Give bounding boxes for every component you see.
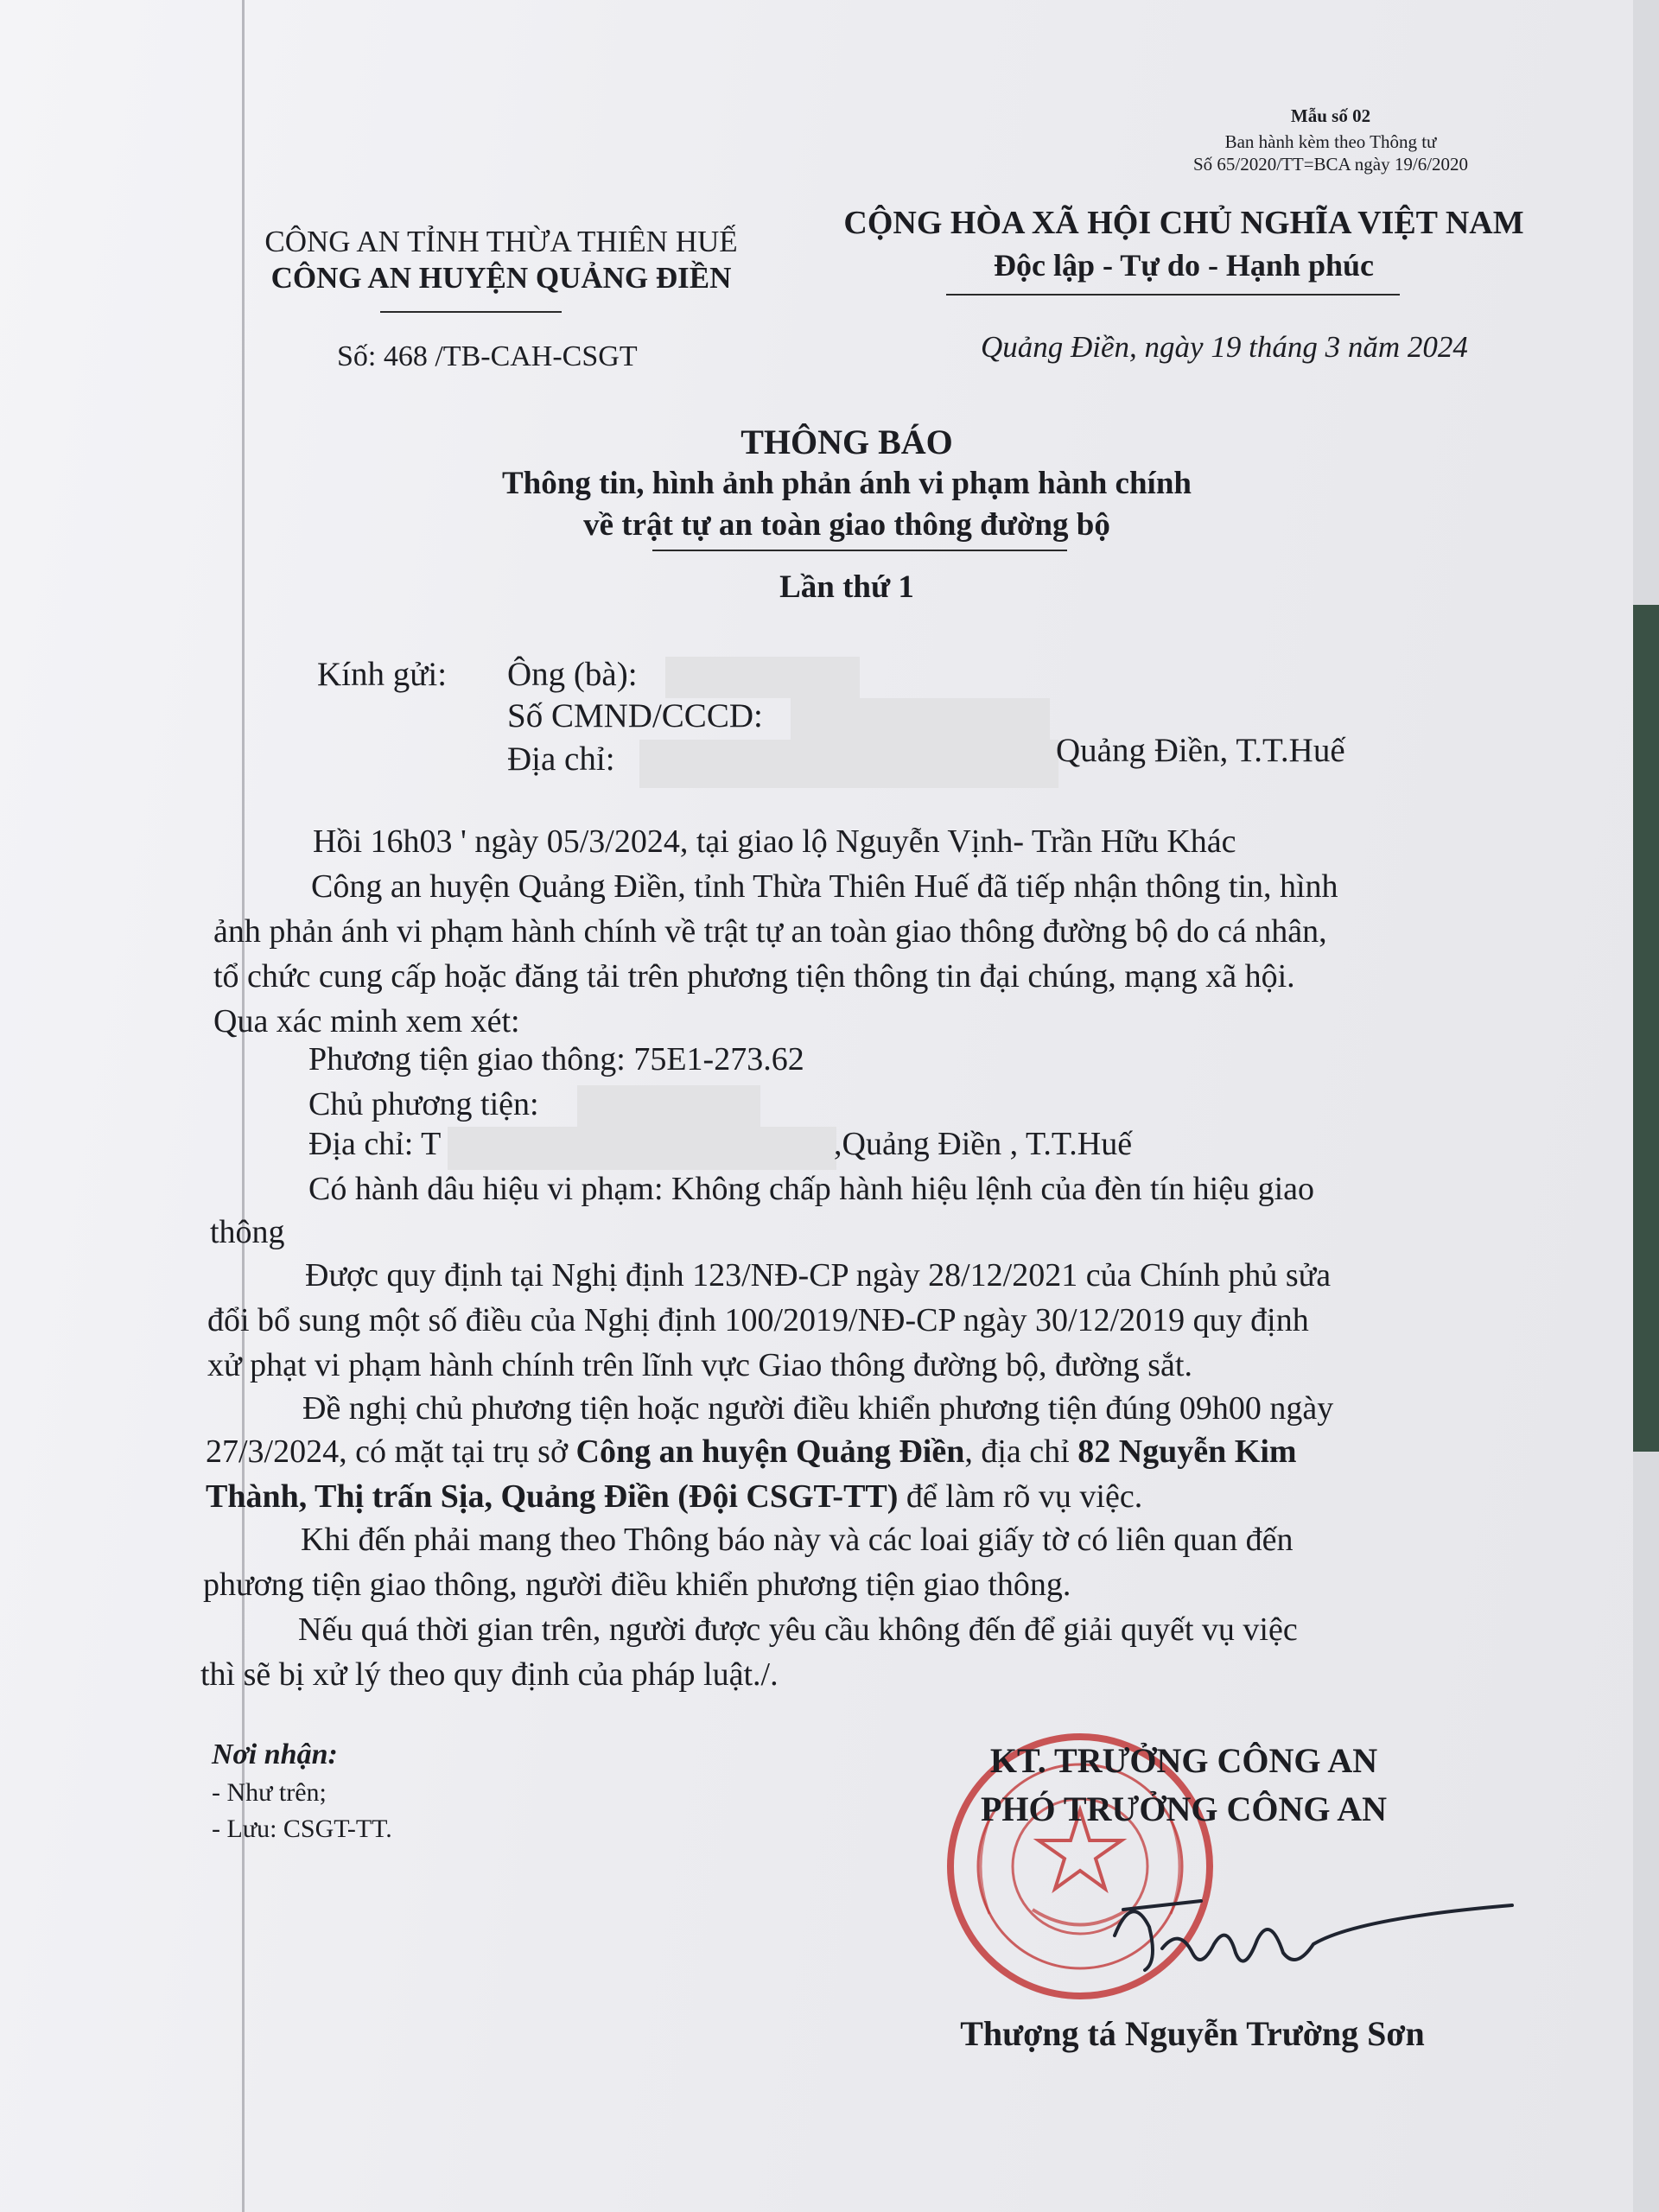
document-title: THÔNG BÁO [741,423,953,461]
redacted-id [791,698,1050,740]
redacted-address [639,740,1058,788]
recipients-list-label: Nơi nhận: [212,1738,338,1770]
nation-name: CỘNG HÒA XÃ HỘI CHỦ NGHĨA VIỆT NAM [843,205,1524,241]
agency-province: CÔNG AN TỈNH THỪA THIÊN HUẾ [264,225,738,258]
document-number: Số: 468 /TB-CAH-CSGT [337,340,638,372]
paragraph-2-line-3: xử phạt vi phạm hành chính trên lĩnh vực Giao thông đường bộ, đường sắt. [207,1347,1192,1383]
recipient-label: Kính gửi: [317,656,448,693]
incident-line: Hồi 16h03 ' ngày 05/3/2024, tại giao lộ Nguyễn Vịnh- Trần Hữu Khác [313,823,1236,860]
redacted-owner [577,1085,760,1127]
handwritten-signature [1097,1875,1529,1996]
p3-text-d: 82 Nguyễn Kim [1077,1433,1297,1470]
paragraph-3-line-1: Đề nghị chủ phương tiện hoặc người điều khiển phương tiện đúng 09h00 ngày [302,1390,1334,1427]
paragraph-3-line-3 [206,1474,1142,1519]
p3-text-b: Công an huyện Quảng Điền [575,1433,965,1470]
motto-underline [946,294,1400,296]
paragraph-1-line-1: Công an huyện Quảng Điền, tỉnh Thừa Thiên Huế đã tiếp nhận thông tin, hình [311,868,1338,905]
paragraph-1-line-3: tổ chức cung cấp hoặc đăng tải trên phương tiện thông tin đại chúng, mạng xã hội. [213,958,1295,995]
p3-text-c: , địa chỉ [964,1433,1078,1470]
paragraph-4-line-1: Khi đến phải mang theo Thông báo này và các loai giấy tờ có liên quan đến [301,1522,1294,1558]
paragraph-5-line-1: Nếu quá thời gian trên, người được yêu cầu không đến để giải quyết vụ việc [298,1611,1298,1648]
form-issued-with: Ban hành kèm theo Thông tư [1224,131,1437,152]
agency-underline [380,311,562,313]
place-and-date: Quảng Điền, ngày 19 tháng 3 năm 2024 [981,330,1468,364]
recipient-name-label: Ông (bà): [507,656,638,693]
paragraph-3-line-2 [206,1429,1297,1474]
background-edge [1633,605,1659,1452]
p3-text-e: Thành, Thị trấn Sịa, Quảng Điền (Đội CSGT-TT) [206,1478,899,1515]
recipients-item-1: - Như trên; [212,1778,327,1807]
signatory-title-2: PHÓ TRƯỞNG CÔNG AN [980,1789,1388,1828]
p3-text-a: 27/3/2024, có mặt tại trụ sở [206,1433,576,1470]
form-circular-ref: Số 65/2020/TT=BCA ngày 19/6/2020 [1192,154,1469,175]
redacted-name [665,657,860,698]
vehicle-plate: Phương tiện giao thông: 75E1-273.62 [308,1041,804,1077]
nation-motto: Độc lập - Tự do - Hạnh phúc [993,248,1375,283]
form-number: Mẫu số 02 [1290,105,1371,126]
document-subtitle-2: về trật tự an toàn giao thông đường bộ [583,507,1110,543]
recipient-address-visible: Quảng Điền, T.T.Huế [1056,732,1345,769]
recipients-item-2: - Lưu: CSGT-TT. [212,1815,392,1843]
recipient-address-label: Địa chỉ: [507,741,615,778]
document-subtitle-1: Thông tin, hình ảnh phản ánh vi phạm hành chính [502,466,1192,501]
recipient-id-label: Số CMND/CCCD: [507,697,763,734]
paragraph-1-line-2: ảnh phản ánh vi phạm hành chính về trật tự an toàn giao thông đường bộ do cá nhân, [213,913,1327,950]
paragraph-1-line-4: Qua xác minh xem xét: [213,1003,520,1039]
owner-address-label: Địa chỉ: T [308,1126,442,1162]
paragraph-2-line-2: đổi bổ sung một số điều của Nghị định 100/2019/NĐ-CP ngày 30/12/2019 quy định [207,1302,1309,1338]
signatory-title-1: KT. TRƯỞNG CÔNG AN [989,1741,1378,1780]
p3-text-f: để làm rõ vụ việc. [898,1478,1143,1515]
paragraph-5-line-2: thì sẽ bị xử lý theo quy định của pháp luật./. [200,1656,779,1693]
violation-line-2: thông [210,1214,285,1250]
violation-line-1: Có hành dâu hiệu vi phạm: Không chấp hành hiệu lệnh của đèn tín hiệu giao [308,1171,1314,1207]
title-underline [652,550,1067,551]
signatory-name: Thượng tá Nguyễn Trường Sơn [960,2014,1425,2053]
margin-line [242,0,245,2212]
paragraph-2-line-1: Được quy định tại Nghị định 123/NĐ-CP ngày 28/12/2021 của Chính phủ sửa [305,1257,1332,1294]
owner-address-visible: ,Quảng Điền , T.T.Huế [834,1126,1133,1162]
redacted-owner-address [448,1127,836,1170]
occurrence-label: Lần thứ 1 [779,569,914,605]
agency-district: CÔNG AN HUYỆN QUẢNG ĐIỀN [270,261,732,295]
vehicle-owner-label: Chủ phương tiện: [308,1086,539,1122]
paragraph-4-line-2: phương tiện giao thông, người điều khiển phương tiện giao thông. [203,1567,1071,1603]
